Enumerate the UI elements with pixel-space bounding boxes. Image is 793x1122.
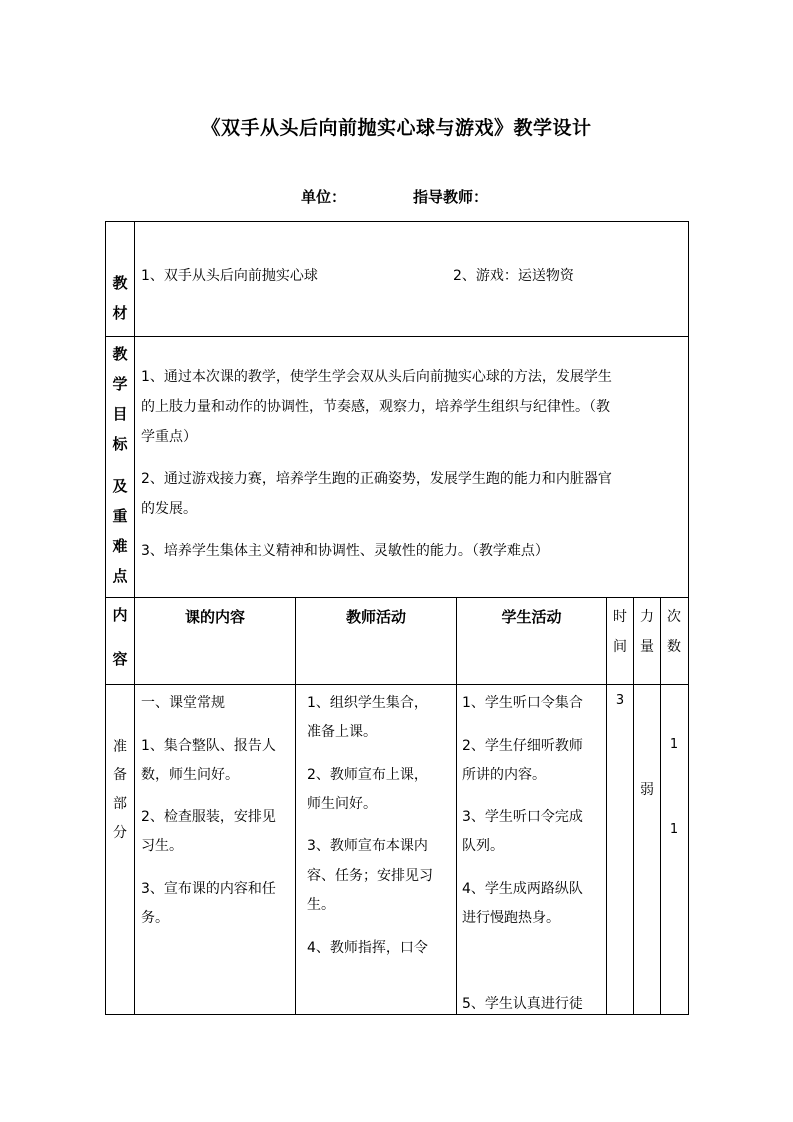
document-title: 《双手从头后向前抛实心球与游戏》教学设计 xyxy=(201,117,592,139)
col-divider-lesson xyxy=(295,597,296,1015)
row-divider-header xyxy=(105,684,689,685)
unit-label: 单位： xyxy=(301,188,347,206)
header-teacher-activity: 教师活动 xyxy=(345,608,406,626)
teacher-activity-line: 准备上课。 xyxy=(307,724,377,740)
header-time-char: 间 xyxy=(613,639,627,655)
content-label-char: 容 xyxy=(112,650,128,668)
student-activity-line: 2、学生仔细听教师 xyxy=(462,738,583,754)
header-lesson-content: 课的内容 xyxy=(184,608,245,626)
prep-label-char: 备 xyxy=(113,767,127,783)
prep-label-char: 部 xyxy=(113,796,127,812)
table-border-right xyxy=(688,221,689,1015)
goals-label-char: 学 xyxy=(112,375,128,393)
teacher-activity-line: 师生问好。 xyxy=(307,796,377,812)
materials-item-2: 2、游戏：运送物资 xyxy=(453,268,574,284)
time-value: 3 xyxy=(615,693,625,708)
header-time-char: 时 xyxy=(613,609,627,625)
student-activity-line: 进行慢跑热身。 xyxy=(462,910,560,926)
lesson-line: 3、宣布课的内容和任 xyxy=(141,881,276,897)
col-divider-student xyxy=(606,597,607,1015)
materials-label-char: 材 xyxy=(112,304,128,322)
teacher-activity-line: 4、教师指挥，口令 xyxy=(307,940,428,956)
lesson-line: 习生。 xyxy=(141,838,183,854)
header-count-char: 次 xyxy=(667,609,681,625)
col-divider-intensity xyxy=(660,597,661,1015)
teacher-activity-line: 生。 xyxy=(307,897,335,913)
goal-2-line-2: 的发展。 xyxy=(141,501,197,517)
goals-label-char: 重 xyxy=(112,507,128,525)
count-value-2: 1 xyxy=(669,822,679,837)
goals-label-char: 标 xyxy=(112,435,128,453)
col-divider-time xyxy=(633,597,634,1015)
prep-label-char: 分 xyxy=(113,825,127,841)
materials-label-char: 教 xyxy=(112,274,128,292)
header-student-activity: 学生活动 xyxy=(501,608,562,626)
lesson-line: 2、检查服装，安排见 xyxy=(141,809,276,825)
goals-label-char: 目 xyxy=(112,405,128,423)
prep-label-char: 准 xyxy=(113,739,127,755)
goal-3-line-1: 3、培养学生集体主义精神和协调性、灵敏性的能力。（教学难点） xyxy=(141,543,549,559)
goal-1-line-2: 的上肢力量和动作的协调性，节奏感，观察力，培养学生组织与纪律性。（教 xyxy=(141,399,610,415)
header-intensity-char: 力 xyxy=(640,609,654,625)
header-intensity-char: 量 xyxy=(640,639,654,655)
teacher-activity-line: 1、组织学生集合， xyxy=(307,695,428,711)
lesson-line: 数，师生问好。 xyxy=(141,767,239,783)
student-activity-line: 所讲的内容。 xyxy=(462,767,546,783)
table-border-bottom xyxy=(105,1014,689,1015)
content-label-char: 内 xyxy=(112,606,128,624)
student-activity-line: 队列。 xyxy=(462,838,504,854)
goal-2-line-1: 2、通过游戏接力赛，培养学生跑的正确姿势，发展学生跑的能力和内脏器官 xyxy=(141,471,612,487)
lesson-line: 1、集合整队、报告人 xyxy=(141,738,276,754)
student-activity-line: 5、学生认真进行徒 xyxy=(462,996,583,1012)
row-divider-materials xyxy=(105,336,689,337)
goals-label-char: 难 xyxy=(112,537,128,555)
teacher-activity-line: 容、任务；安排见习 xyxy=(307,868,433,884)
teacher-activity-line: 2、教师宣布上课， xyxy=(307,767,428,783)
row-divider-goals xyxy=(105,597,689,598)
goals-label-char: 教 xyxy=(112,345,128,363)
intensity-value: 弱 xyxy=(640,782,654,798)
student-activity-line: 3、学生听口令完成 xyxy=(462,809,583,825)
table-border-top xyxy=(105,221,689,222)
teacher-label: 指导教师： xyxy=(413,188,489,206)
col-divider-teacher xyxy=(456,597,457,1015)
goals-label-char: 及 xyxy=(112,477,128,495)
materials-item-1: 1、双手从头后向前抛实心球 xyxy=(141,268,318,284)
lesson-line: 一、课堂常规 xyxy=(141,695,225,711)
goals-label-char: 点 xyxy=(112,567,128,585)
lesson-line: 务。 xyxy=(141,910,169,926)
goal-1-line-3: 学重点） xyxy=(141,429,197,445)
goal-1-line-1: 1、通过本次课的教学，使学生学会双从头后向前抛实心球的方法，发展学生 xyxy=(141,369,612,385)
student-activity-line: 4、学生成两路纵队 xyxy=(462,881,583,897)
teacher-activity-line: 3、教师宣布本课内 xyxy=(307,838,428,854)
student-activity-line: 1、学生听口令集合 xyxy=(462,695,583,711)
header-count-char: 数 xyxy=(667,639,681,655)
count-value-1: 1 xyxy=(669,737,679,752)
